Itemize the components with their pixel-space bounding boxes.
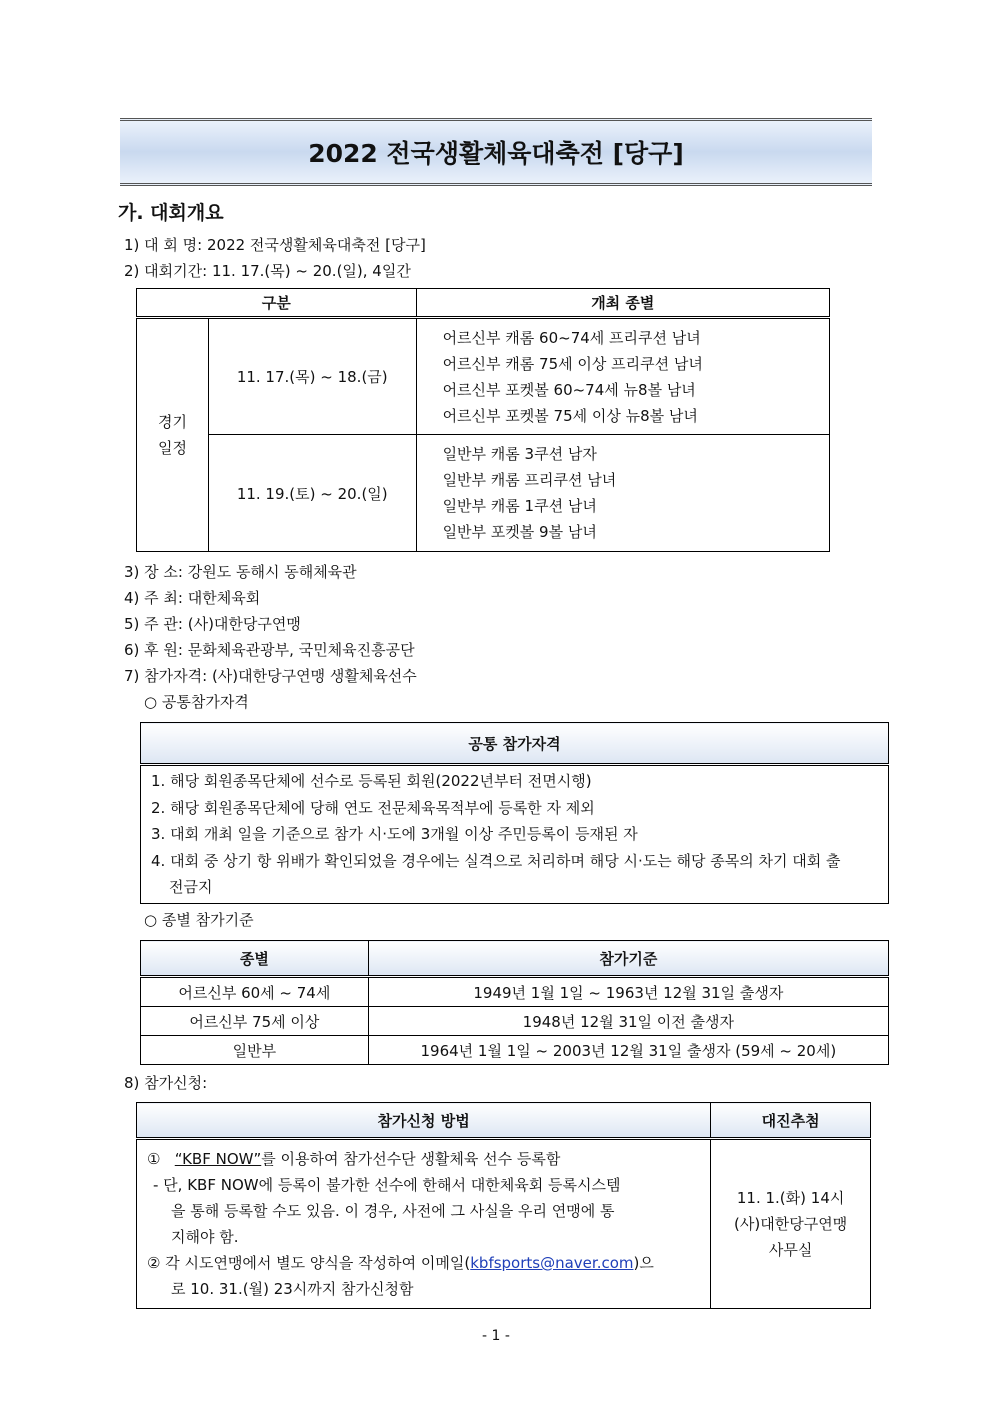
page-number: - 1 - [482, 1328, 510, 1344]
category-class: 어르신부 60세 ~ 74세 [141, 977, 369, 1007]
schedule-date-1: 11. 17.(목) ~ 18.(금) [208, 318, 416, 435]
overview-item-3: 3) 장 소: 강원도 동해시 동해체육관 [124, 563, 357, 581]
schedule-group-label: 경기 일정 [137, 318, 209, 552]
apply-method-cell [137, 1139, 711, 1309]
overview-item-2: 2) 대회기간: 11. 17.(목) ~ 20.(일), 4일간 [124, 262, 411, 280]
category-criteria: 1949년 1월 1일 ~ 1963년 12월 31일 출생자 [368, 977, 888, 1007]
table-row [141, 1036, 889, 1065]
apply-header-draw: 대진추첨 [711, 1103, 871, 1139]
apply-note-2: 을 통해 등록할 수도 있음. 이 경우, 사전에 그 사실을 우리 연맹에 통 [171, 1202, 615, 1220]
schedule-header-events: 개최 종별 [416, 289, 829, 318]
table-row [141, 1007, 889, 1036]
category-header-class: 종별 [141, 941, 369, 977]
common-item-1: 1. 해당 회원종목단체에 선수로 등록된 회원(2022년부터 전면시행) [151, 772, 592, 790]
section-heading: 가. 대회개요 [118, 202, 224, 224]
apply-method-2-cont: 로 10. 31.(월) 23시까지 참가신청함 [171, 1280, 414, 1298]
title-banner [120, 118, 872, 186]
schedule-events-2: 일반부 캐롬 3쿠션 남자 일반부 캐롬 프리쿠션 남녀 일반부 캐롬 1쿠션 남녀 일반부 포켓볼 9볼 남녀 [416, 435, 829, 552]
table-row [141, 977, 889, 1007]
apply-method-2: ② 각 시도연맹에서 별도 양식을 작성하여 이메일(kbfsports@naver.com)으 [147, 1254, 654, 1272]
apply-note-3: 지해야 함. [171, 1228, 239, 1246]
category-table [140, 940, 889, 1065]
apply-note-1: - 단, KBF NOW에 등록이 불가한 선수에 한해서 대한체육회 등록시스템 [153, 1176, 621, 1194]
page-title: 2022 전국생활체육대축전 [당구] [308, 139, 684, 168]
common-items [141, 765, 889, 904]
common-header: 공통 참가자격 [141, 723, 889, 765]
email-link[interactable]: kbfsports@naver.com [470, 1254, 634, 1272]
draw-cell [711, 1139, 871, 1309]
subheading-category: ○ 종별 참가기준 [144, 911, 254, 929]
common-item-2: 2. 해당 회원종목단체에 당해 연도 전문체육목적부에 등록한 자 제외 [151, 798, 595, 817]
category-header-criteria: 참가기준 [368, 941, 888, 977]
category-criteria: 1964년 1월 1일 ~ 2003년 12월 31일 출생자 (59세 ~ 20세) [368, 1036, 888, 1065]
category-criteria: 1948년 12월 31일 이전 출생자 [368, 1007, 888, 1036]
overview-item-1: 1) 대 회 명: 2022 전국생활체육대축전 [당구] [124, 236, 426, 254]
draw-datetime: 11. 1.(화) 14시 [736, 1189, 845, 1207]
schedule-date-2: 11. 19.(토) ~ 20.(일) [208, 435, 416, 552]
common-item-4: 4. 대회 중 상기 항 위배가 확인되었을 경우에는 실격으로 처리하며 해당 시·도는 해당 종목의 차기 대회 출 [151, 851, 841, 870]
application-table [136, 1102, 871, 1309]
overview-item-8: 8) 참가신청: [124, 1074, 208, 1092]
schedule-events-1: 어르신부 캐롬 60~74세 프리쿠션 남녀 어르신부 캐롬 75세 이상 프리쿠션 남녀 어르신부 포켓볼 60~74세 뉴8볼 남녀 어르신부 포켓볼 75세 이상 뉴8볼 남녀 [416, 318, 829, 435]
subheading-common: ○ 공통참가자격 [144, 693, 249, 711]
category-class: 어르신부 75세 이상 [141, 1007, 369, 1036]
overview-item-7: 7) 참가자격: (사)대한당구연맹 생활체육선수 [124, 667, 417, 685]
apply-header-method: 참가신청 방법 [137, 1103, 711, 1139]
common-item-4-cont: 전금지 [169, 878, 213, 896]
draw-place: 사무실 [768, 1241, 813, 1259]
category-class: 일반부 [141, 1036, 369, 1065]
kbf-now-label: “KBF NOW” [174, 1150, 262, 1168]
schedule-header-category: 구분 [137, 289, 417, 318]
overview-item-4: 4) 주 최: 대한체육회 [124, 589, 261, 607]
apply-method-1: ① “KBF NOW”를 이용하여 참가선수단 생활체육 선수 등록함 [147, 1150, 561, 1168]
common-item-3: 3. 대회 개최 일을 기준으로 참가 시·도에 3개월 이상 주민등록이 등재된 자 [151, 825, 638, 843]
overview-item-5: 5) 주 관: (사)대한당구연맹 [124, 615, 301, 633]
common-qualification-table [140, 722, 889, 904]
schedule-table [136, 288, 830, 552]
overview-item-6: 6) 후 원: 문화체육관광부, 국민체육진흥공단 [124, 641, 415, 659]
draw-org: (사)대한당구연맹 [734, 1215, 848, 1233]
